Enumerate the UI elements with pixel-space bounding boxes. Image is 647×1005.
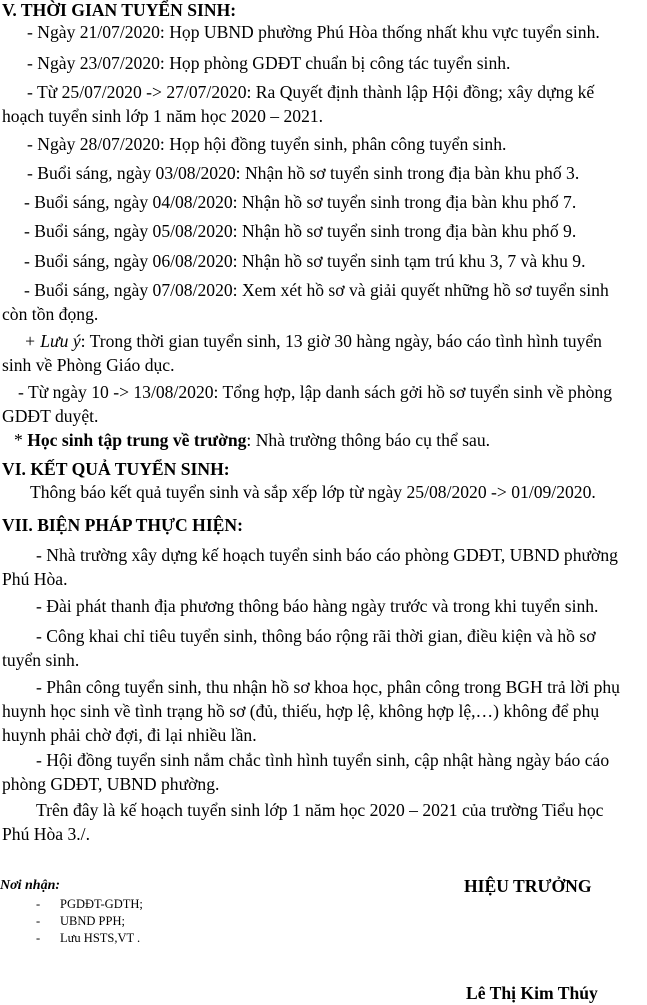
final-item: - Từ ngày 10 -> 13/08/2020: Tổng hợp, lập danh sách gởi hồ sơ tuyển sinh về phòng GDĐT duyệt. xyxy=(2,382,613,426)
recipients-label: Nơi nhận: xyxy=(0,878,61,893)
list-item: - Ngày 28/07/2020: Họp hội đồng tuyển sinh, phân công tuyển sinh. xyxy=(27,134,507,154)
measure-paragraph: - Công khai chỉ tiêu tuyển sinh, thông báo rộng rãi thời gian, điều kiện và hồ sơ tuyển sinh. xyxy=(2,626,596,670)
section-6-heading: VI. KẾT QUẢ TUYỂN SINH: xyxy=(2,459,230,479)
section-6-text: Thông báo kết quả tuyển sinh và sắp xếp lớp từ ngày 25/08/2020 -> 01/09/2020. xyxy=(30,482,596,502)
recipients-list xyxy=(36,896,143,947)
closing-paragraph: Trên đây là kế hoạch tuyển sinh lớp 1 năm học 2020 – 2021 của trường Tiểu học Phú Hòa 3./. xyxy=(2,800,604,844)
recipient-item: - Lưu HSTS,VT . xyxy=(36,931,141,945)
signer-title: HIỆU TRƯỞNG xyxy=(464,876,592,896)
section-7-heading: VII. BIỆN PHÁP THỰC HIỆN: xyxy=(2,515,243,535)
list-item: - Ngày 23/07/2020: Họp phòng GDĐT chuẩn bị công tác tuyển sinh. xyxy=(27,53,511,73)
list-item: - Buổi sáng, ngày 03/08/2020: Nhận hồ sơ tuyển sinh trong địa bàn khu phố 3. xyxy=(27,163,580,183)
students-note: * Học sinh tập trung về trường: Nhà trường thông báo cụ thể sau. xyxy=(14,430,491,450)
list-item: - Ngày 21/07/2020: Họp UBND phường Phú Hòa thống nhất khu vực tuyển sinh. xyxy=(27,22,600,42)
measure-paragraph: - Hội đồng tuyển sinh nắm chắc tình hình tuyển sinh, cập nhật hàng ngày báo cáo phòng GDĐT, UBND phường. xyxy=(2,750,610,794)
recipient-item: - UBND PPH; xyxy=(36,914,125,928)
measure-paragraph: - Nhà trường xây dựng kế hoạch tuyển sinh báo cáo phòng GDĐT, UBND phường Phú Hòa. xyxy=(2,545,618,589)
list-item: - Buổi sáng, ngày 04/08/2020: Nhận hồ sơ tuyển sinh trong địa bàn khu phố 7. xyxy=(24,192,577,212)
list-item: - Từ 25/07/2020 -> 27/07/2020: Ra Quyết định thành lập Hội đồng; xây dựng kế hoạch tuyển sinh lớp 1 năm học 2020 – 2021. xyxy=(2,82,595,126)
note-label: + Lưu ý xyxy=(24,331,81,351)
list-item: - Buổi sáng, ngày 06/08/2020: Nhận hồ sơ tuyển sinh tạm trú khu 3, 7 và khu 9. xyxy=(24,251,586,271)
note-paragraph: + Lưu ý: Trong thời gian tuyển sinh, 13 giờ 30 hàng ngày, báo cáo tình hình tuyển sinh về Phòng Giáo dục. xyxy=(2,331,602,375)
signer-name: Lê Thị Kim Thúy xyxy=(466,983,598,1003)
students-note-bold: Học sinh tập trung về trường xyxy=(27,430,247,450)
measure-paragraph: - Đài phát thanh địa phương thông báo hàng ngày trước và trong khi tuyển sinh. xyxy=(36,596,599,616)
list-item: - Buổi sáng, ngày 07/08/2020: Xem xét hồ sơ và giải quyết những hồ sơ tuyển sinh còn tồn đọng. xyxy=(2,280,609,324)
recipient-item: - PGDĐT-GDTH; xyxy=(36,897,143,911)
section-5-heading: V. THỜI GIAN TUYỂN SINH: xyxy=(2,0,237,20)
list-item: - Buổi sáng, ngày 05/08/2020: Nhận hồ sơ tuyển sinh trong địa bàn khu phố 9. xyxy=(24,221,577,241)
measure-paragraph: - Phân công tuyển sinh, thu nhận hồ sơ khoa học, phân công trong BGH trả lời phụ huynh học sinh về tình trạng hồ sơ (đủ, thiếu, hợp lệ, không hợp lệ,…) không để phụ huynh phải chờ đợi, đi lại nhiều lần. xyxy=(2,677,620,745)
